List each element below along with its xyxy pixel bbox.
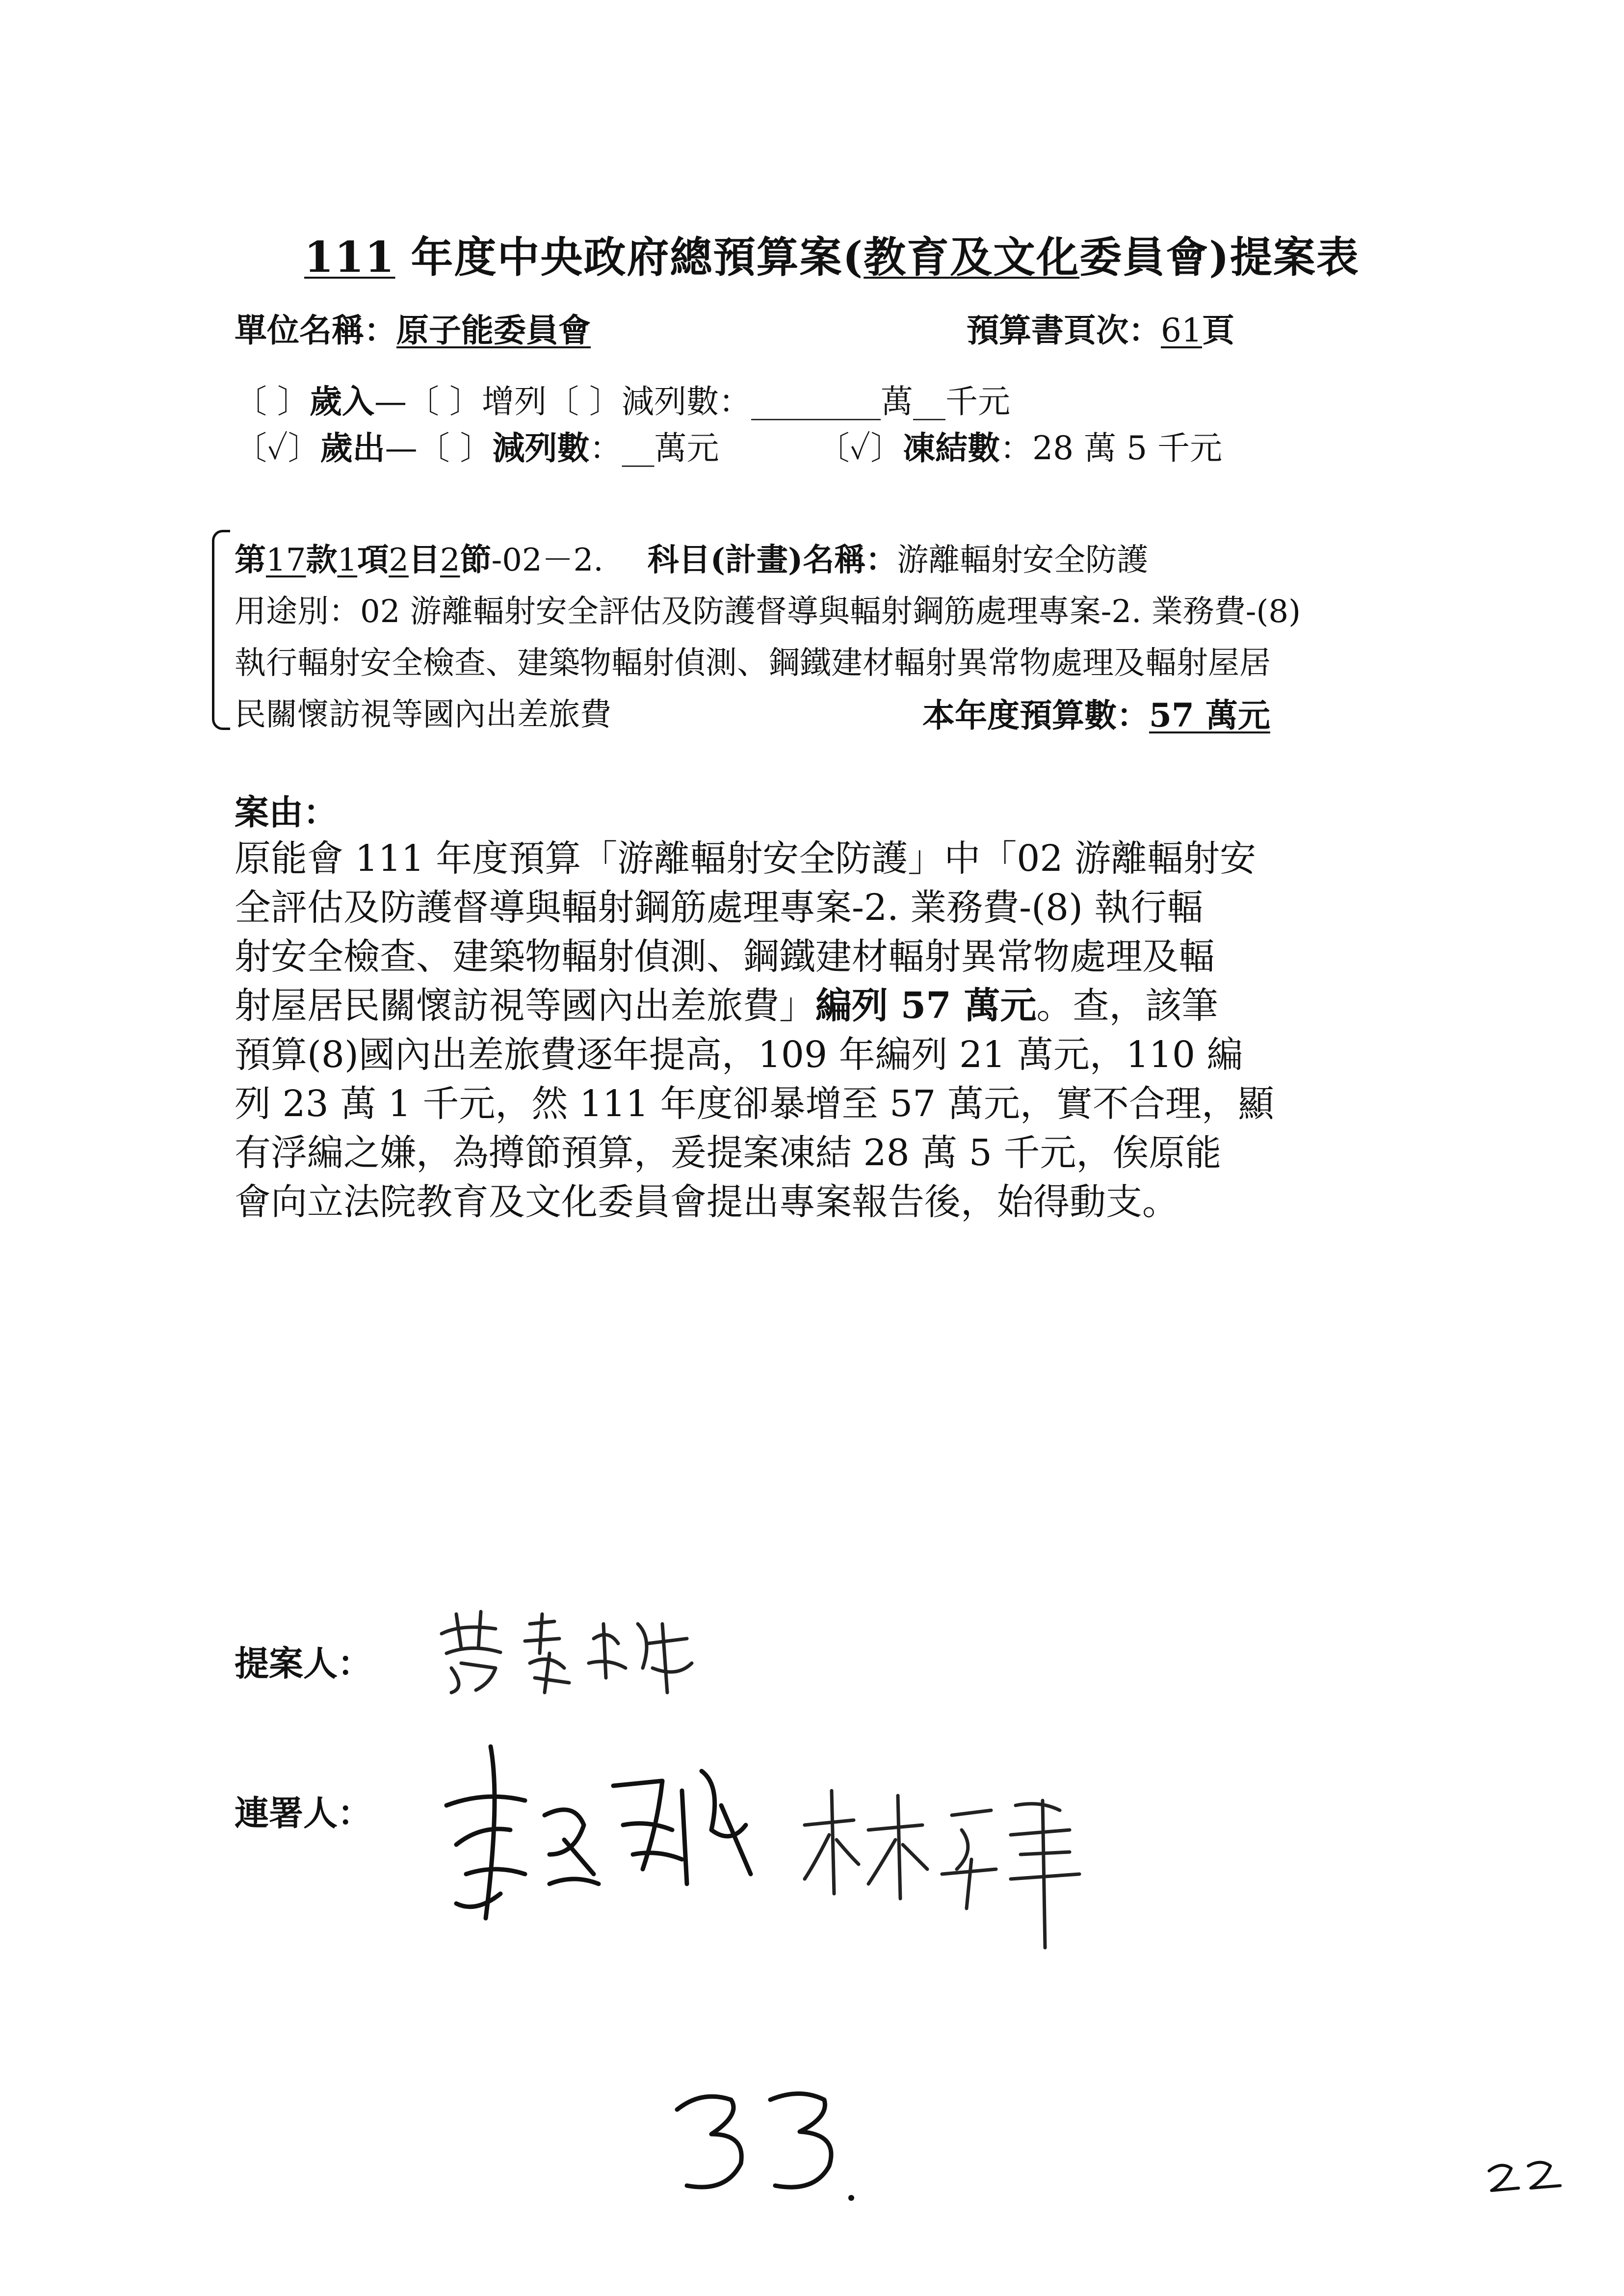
reason-line-2: 全評估及防護督導與輻射鋼筋處理專案-2. 業務費-(8) 執行輻 (235, 887, 1204, 929)
expense-label: 歲出 (320, 429, 385, 467)
reason-line-4 (235, 981, 1451, 1030)
record-line-1 (235, 535, 1148, 580)
record-bracket (212, 530, 230, 730)
kuan-number: 17 (266, 542, 306, 578)
annual-budget (922, 689, 1270, 736)
kuan-label: 款 (306, 542, 338, 578)
unit-field (235, 304, 591, 351)
annual-budget-label: 本年度預算數： (922, 696, 1149, 734)
proposer-label: 提案人： (235, 1643, 372, 1684)
annual-budget-value: 57 萬元 (1149, 696, 1270, 734)
freeze-label: 凍結數 (903, 429, 1000, 467)
mu-number: 2 (389, 542, 409, 578)
page-ref-value: 61 (1161, 312, 1202, 349)
cosigner-signature-1 (427, 1727, 770, 1933)
title-committee: 教育及文化 (864, 233, 1080, 282)
revenue-label: 歲入 (309, 382, 374, 420)
freeze-amount: ：28 萬 5 千元 (1000, 429, 1223, 467)
unit-value: 原子能委員會 (396, 311, 591, 349)
proposer-signature (432, 1594, 707, 1702)
record-code: -02－2. (491, 542, 603, 578)
reason-line-4-bold: 編列 57 萬元 (815, 985, 1037, 1027)
page-ref-label: 預算書頁次： (967, 311, 1161, 349)
corner-mark (1482, 2149, 1575, 2203)
title-text-2: 委員會)提案表 (1079, 233, 1360, 282)
cosigner-signature-2 (795, 1771, 1099, 1957)
revenue-rest: —〔 〕增列〔 〕減列數：________萬__千元 (374, 383, 1010, 420)
reason-line-1: 原能會 111 年度預算「游離輻射安全防護」中「02 游離輻射安 (235, 837, 1256, 880)
page-ref-field (967, 304, 1234, 351)
unit-label: 單位名稱： (235, 311, 396, 349)
subject-label: 科目(計畫)名稱： (647, 542, 897, 578)
reduce-label: 減列數 (492, 429, 590, 467)
xiang-number: 1 (337, 542, 358, 578)
cosigner-label: 連署人： (235, 1793, 372, 1833)
revenue-checkbox: 〔 〕 (235, 383, 310, 420)
stray-dot (848, 2195, 854, 2201)
reason-line-8: 會向立法院教育及文化委員會提出專案報告後，始得動支。 (235, 1181, 1179, 1223)
reason-body (235, 834, 1451, 1226)
reason-line-3: 射安全檢查、建築物輻射偵測、鋼鐵建材輻射異常物處理及輻 (235, 936, 1215, 978)
mu-label: 目 (408, 542, 440, 578)
reduce-checkbox: —〔 〕 (385, 429, 493, 467)
kuan-prefix: 第 (235, 542, 266, 578)
expense-line (235, 422, 1222, 469)
page-number (657, 2080, 864, 2208)
expense-checkbox: 〔✓〕 (235, 429, 320, 467)
reason-line-4a: 射屋居民關懷訪視等國內出差旅費」 (235, 985, 815, 1027)
freeze-checkbox: 〔✓〕 (817, 429, 903, 467)
title-text-1: 年度中央政府總預算案( (395, 233, 864, 282)
reason-label: 案由： (235, 792, 338, 833)
jie-label: 節 (460, 542, 492, 578)
title-year: 111 (304, 233, 395, 282)
reason-line-6: 列 23 萬 1 千元，然 111 年度卻暴增至 57 萬元，實不合理，顯 (235, 1083, 1274, 1125)
record-line-2: 用途別：02 游離輻射安全評估及防護督導與輻射鋼筋處理專案-2. 業務費-(8) (235, 594, 1301, 630)
record-line-4: 民關懷訪視等國內出差旅費 (235, 697, 611, 733)
page-title (304, 223, 1360, 284)
page-ref-suffix: 頁 (1202, 311, 1234, 349)
reason-line-5: 預算(8)國內出差旅費逐年提高，109 年編列 21 萬元，110 編 (235, 1034, 1243, 1076)
revenue-line (235, 375, 1010, 422)
reason-line-7: 有浮編之嫌，為撙節預算，爰提案凍結 28 萬 5 千元，俟原能 (235, 1132, 1222, 1174)
subject-value: 游離輻射安全防護 (897, 542, 1149, 578)
record-line-3: 執行輻射安全檢查、建築物輻射偵測、鋼鐵建材輻射異常物處理及輻射屋居 (235, 645, 1271, 681)
reason-line-4c: 。查，該筆 (1036, 985, 1218, 1027)
xiang-label: 項 (357, 542, 389, 578)
jie-number: 2 (440, 542, 460, 578)
reduce-amount: ：__萬元 (589, 429, 719, 467)
